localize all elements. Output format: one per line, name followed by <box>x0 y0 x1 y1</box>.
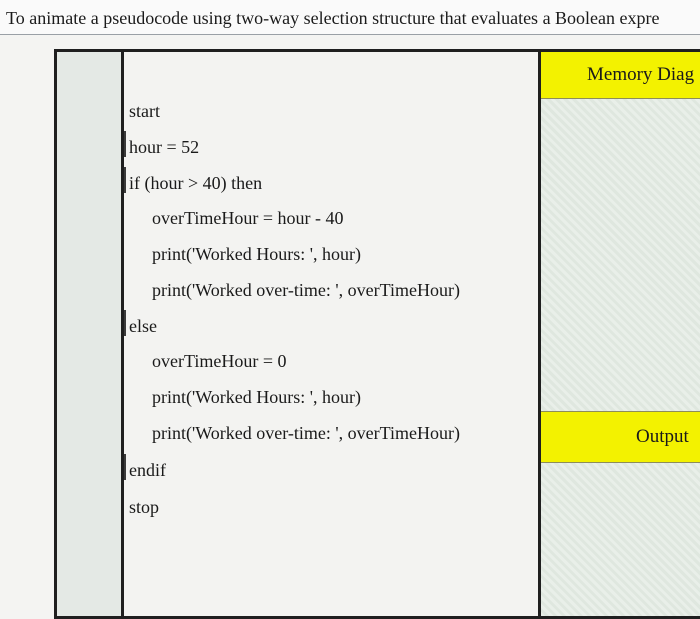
pseudocode-column <box>124 52 541 616</box>
code-line-if: if (hour > 40) then <box>129 173 263 193</box>
question-text: To animate a pseudocode using two-way selection structure that evaluates a Boolean expre <box>6 8 660 28</box>
output-header <box>541 411 700 463</box>
code-line-then-print-hours: print('Worked Hours: ', hour) <box>152 244 361 264</box>
code-line-then-print-overtime: print('Worked over-time: ', overTimeHour) <box>152 280 460 300</box>
code-line-start: start <box>129 101 160 121</box>
question-header <box>0 0 700 35</box>
code-line-else-print-hours: print('Worked Hours: ', hour) <box>152 387 361 407</box>
output-label: Output <box>636 426 689 447</box>
code-line-stop: stop <box>129 497 160 517</box>
code-line-else-print-overtime: print('Worked over-time: ', overTimeHour) <box>152 423 460 443</box>
code-line-else: else <box>129 316 157 336</box>
code-bar-3 <box>124 310 126 336</box>
trace-table <box>54 49 700 619</box>
code-bar-2 <box>124 167 126 193</box>
memory-diagram-label: Memory Diag <box>587 64 695 85</box>
code-bar-1 <box>124 131 126 157</box>
memory-diagram-header <box>541 52 700 99</box>
code-line-else-overtime: overTimeHour = 0 <box>152 351 287 371</box>
memory-output-column <box>541 52 700 616</box>
code-line-endif: endif <box>129 460 166 480</box>
code-bar-4 <box>124 454 126 480</box>
code-line-then-overtime: overTimeHour = hour - 40 <box>152 208 344 228</box>
blank-column <box>57 52 124 616</box>
code-line-assign-hour: hour = 52 <box>129 137 200 157</box>
